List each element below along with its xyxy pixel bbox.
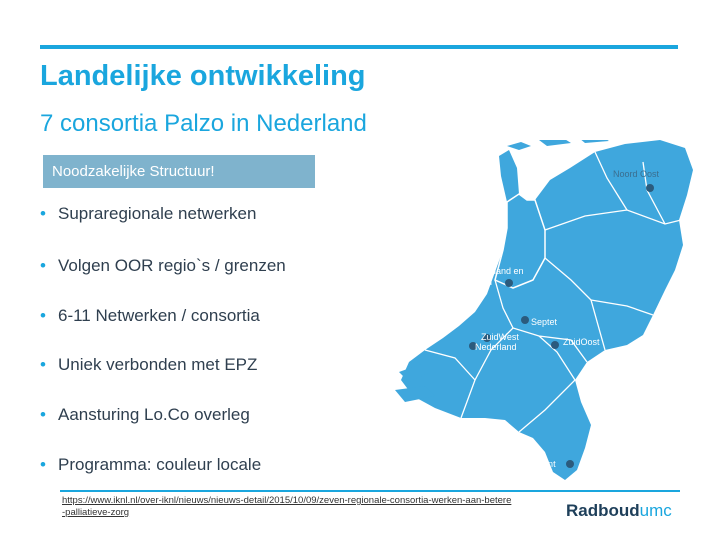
bullet-text: Programma: couleur locale — [58, 455, 262, 474]
map-label-septet: Septet — [531, 317, 558, 327]
bullet-icon: • — [40, 256, 46, 275]
map-label-zuidwest-line1: ZuidWest — [481, 332, 519, 342]
bullet-text: Supraregionale netwerken — [58, 204, 257, 223]
map-dot-limburg — [566, 460, 574, 468]
list-item — [28, 256, 286, 276]
map-dot-noord-oost — [646, 184, 654, 192]
bullet-text: Aansturing Lo.Co overleg — [58, 405, 250, 424]
netherlands-map — [395, 140, 695, 485]
bullet-icon: • — [40, 306, 46, 325]
map-label-noord-oost: Noord Oost — [613, 169, 660, 179]
map-island — [539, 140, 571, 146]
list-item — [28, 306, 260, 326]
logo-part1: Radboud — [566, 501, 640, 520]
map-dot-noord-holland — [505, 279, 513, 287]
map-island — [579, 140, 609, 143]
map-label-zuid-oost: ZuidOost — [563, 337, 600, 347]
map-label-limburg: Limburg en Zuidoost-Brabant — [439, 459, 556, 469]
bullet-icon: • — [40, 455, 46, 474]
list-item — [28, 405, 250, 425]
map-dot-septet — [521, 316, 529, 324]
slide-subtitle: 7 consortia Palzo in Nederland — [40, 110, 367, 137]
slide-title: Landelijke ontwikkeling — [40, 60, 366, 92]
map-label-noord-holland-line2: Flevoland — [453, 277, 493, 287]
map-label-propallia: Propallia — [433, 304, 469, 314]
list-item — [28, 355, 257, 375]
map-dot-zuid-oost — [551, 341, 559, 349]
list-item — [28, 204, 256, 224]
bullet-icon: • — [40, 405, 46, 424]
bullet-icon: • — [40, 355, 46, 374]
bottom-divider — [60, 490, 680, 492]
logo-part2: umc — [639, 501, 672, 520]
bullet-text: Volgen OOR regio`s / grenzen — [58, 256, 286, 275]
list-item — [28, 455, 261, 475]
map-label-noord-holland-line1: Noord-Holland en — [453, 266, 524, 276]
map-label-zuidwest-line2: Nederland — [475, 342, 517, 352]
structure-banner: Noodzakelijke Structuur! — [43, 155, 315, 188]
source-link[interactable]: https://www.iknl.nl/over-iknl/nieuws/nieuws-detail/2015/10/09/zeven-regionale-consortia-werken-aan-betere-palliatieve-zorg — [62, 495, 512, 518]
top-divider — [40, 45, 678, 49]
bullet-text: Uniek verbonden met EPZ — [58, 355, 258, 374]
bullet-icon: • — [40, 204, 46, 223]
map-island — [507, 142, 531, 150]
radboudumc-logo — [566, 501, 672, 521]
bullet-text: 6-11 Netwerken / consortia — [58, 306, 260, 325]
